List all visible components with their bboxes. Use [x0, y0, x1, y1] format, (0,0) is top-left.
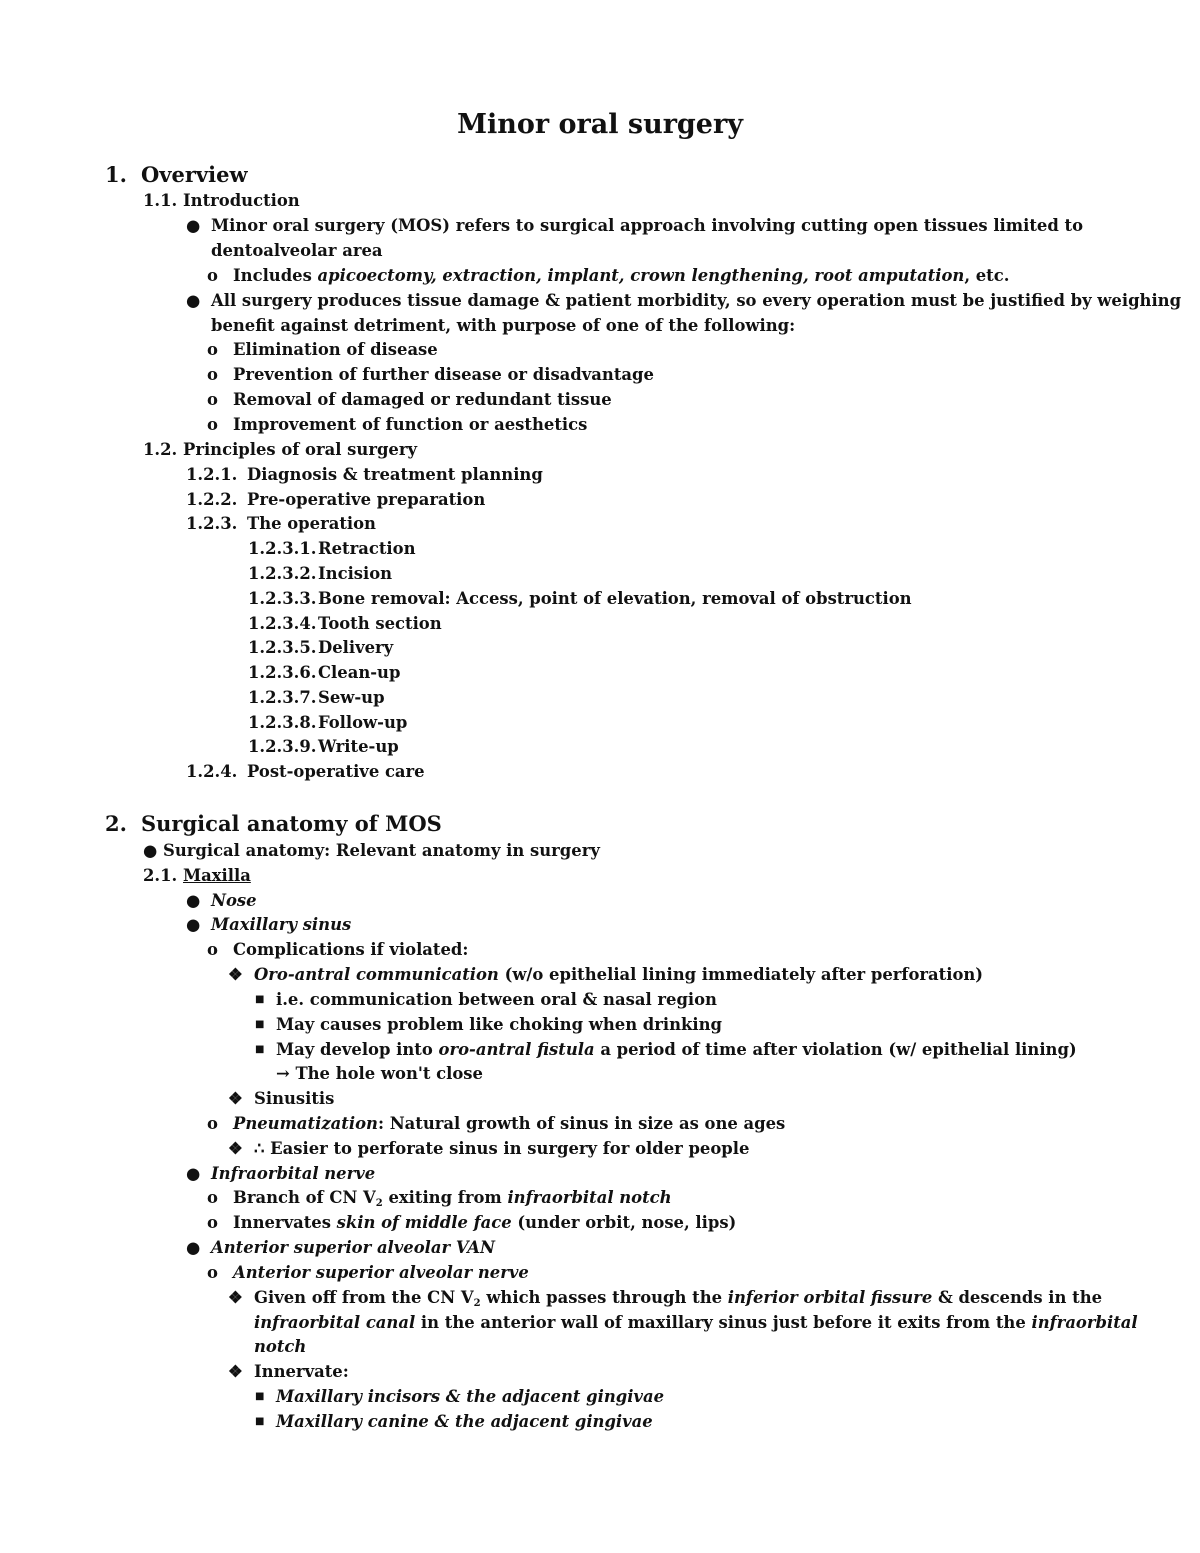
list-item-continuation: dentoalveolar area [211, 241, 383, 260]
bullet-circle-icon: o [207, 1213, 218, 1232]
bullet-circle-icon: o [207, 1114, 218, 1133]
bullet-diamond-icon: ❖ [228, 1089, 243, 1108]
document-page: Minor oral surgery 1. Overview 1.1. Introduction ● Minor oral surgery (MOS) refers to surgical approach involving cutting open tissues limited to dentoalveolar area o Includes apicoectomy, extraction, implant, crown lengthening, root amputation, etc. ● All surgery produces tissue damage & patient morbidity, so every operation must be justified by weighing benefit against detriment, with purpose of one of the following: o Elimination of disease o Prevention of further disease or disadvantage o Removal of damaged or redundant tissue o Improvement of function or aesthetics 1.2. Principles of oral surgery 1.2.1. Diagnosis & treatment planning 1.2.2. Pre-operative preparation 1.2.3. The operation 1.2.3.1. Retraction 1.2.3.2. Incision 1.2.3.3. Bone removal: Access, point of elevation, removal of obstruction 1.2.3.4. Tooth section 1.2.3.5. Delivery 1.2.3.6. Clean-up 1.2.3.7. Sew-up 1.2.3.8. Follow-up 1.2.3.9. Write-up 1.2.4. Post-operative care 2. Surgical anatomy of MOS ● Surgical anatomy: Relevant anatomy in surgery 2.1. Maxilla ● Nose ● Maxillary sinus o Complications if violated: ❖ Oro-antral communication (w/o epithelial lining immediately after perforation) ■ i.e. communication between oral & nasal region ■ May causes problem like choking when drinking ■ May develop into oro-antral fistula a period of time after violation (w/ epithelial lining) → The hole won't close ❖ Sinusitis o Pneumatization: Natural growth of sinus in size as one ages ❖ ∴ Easier to perforate sinus in surgery for older people ● Infraorbital nerve o Branch of CN $V_2$ exiting from infraorbital notch o Innervates skin of middle face (under orbit, nose, lips) ● Anterior superior alveolar VAN o Anterior superior alveolar nerve ❖ Given off from the CN $V_2$ which passes through the inferior orbital fissure & descends in the infraorbital canal in the anterior wall of maxillary sinus just before it exits from the infraorbital notch ❖ Innervate: ■ Maxillary incisors & the adjacent gingivae ■ Maxillary canine & the adjacent gingivae [0, 0, 1200, 1553]
bullet-square-icon: ■ [255, 1416, 265, 1427]
list-item-continuation: infraorbital canal in the anterior wall of maxillary sinus just before it exits from the infraorbital [254, 1313, 1138, 1332]
bullet-square-icon: ■ [255, 1019, 265, 1030]
bullet-circle-icon: o [207, 390, 218, 409]
section-number: 2. [105, 811, 127, 836]
subsection-title: Maxilla [183, 866, 251, 885]
list-item-continuation: notch [254, 1337, 307, 1356]
bullet-dot-icon: ● [186, 1238, 201, 1257]
subsection-number: 1.2. [143, 440, 178, 459]
subsection-number: 1.1. [143, 191, 178, 210]
bullet-dot-icon: ● [186, 291, 201, 310]
bullet-square-icon: ■ [255, 1391, 265, 1402]
subsection-title: Principles of oral surgery [183, 440, 417, 459]
bullet-circle-icon: o [207, 266, 218, 285]
bullet-circle-icon: o [207, 940, 218, 959]
bullet-circle-icon: o [207, 415, 218, 434]
bullet-circle-icon: o [207, 1263, 218, 1282]
page-title: Minor oral surgery [457, 109, 743, 140]
bullet-dot-icon: ● [186, 915, 201, 934]
bullet-square-icon: ■ [255, 994, 265, 1005]
list-item-continuation: benefit against detriment, with purpose of one of the following: [211, 316, 796, 335]
bullet-dot-icon: ● [186, 1164, 201, 1183]
section-number: 1. [105, 162, 127, 187]
bullet-diamond-icon: ❖ [228, 1139, 243, 1158]
bullet-diamond-icon: ❖ [228, 1362, 243, 1381]
bullet-circle-icon: o [207, 365, 218, 384]
subsection-title: Introduction [183, 191, 300, 210]
list-item-continuation: → The hole won't close [276, 1064, 483, 1083]
subsection-number: 2.1. [143, 866, 178, 885]
bullet-dot-icon: ● [186, 891, 201, 910]
bullet-circle-icon: o [207, 340, 218, 359]
bullet-diamond-icon: ❖ [228, 965, 243, 984]
bullet-dot-icon: ● [186, 216, 201, 235]
bullet-diamond-icon: ❖ [228, 1288, 243, 1307]
bullet-square-icon: ■ [255, 1044, 265, 1055]
section-title: Surgical anatomy of MOS [141, 811, 442, 836]
bullet-dot-icon: ● [143, 841, 158, 860]
bullet-circle-icon: o [207, 1188, 218, 1207]
section-title: Overview [141, 162, 248, 187]
